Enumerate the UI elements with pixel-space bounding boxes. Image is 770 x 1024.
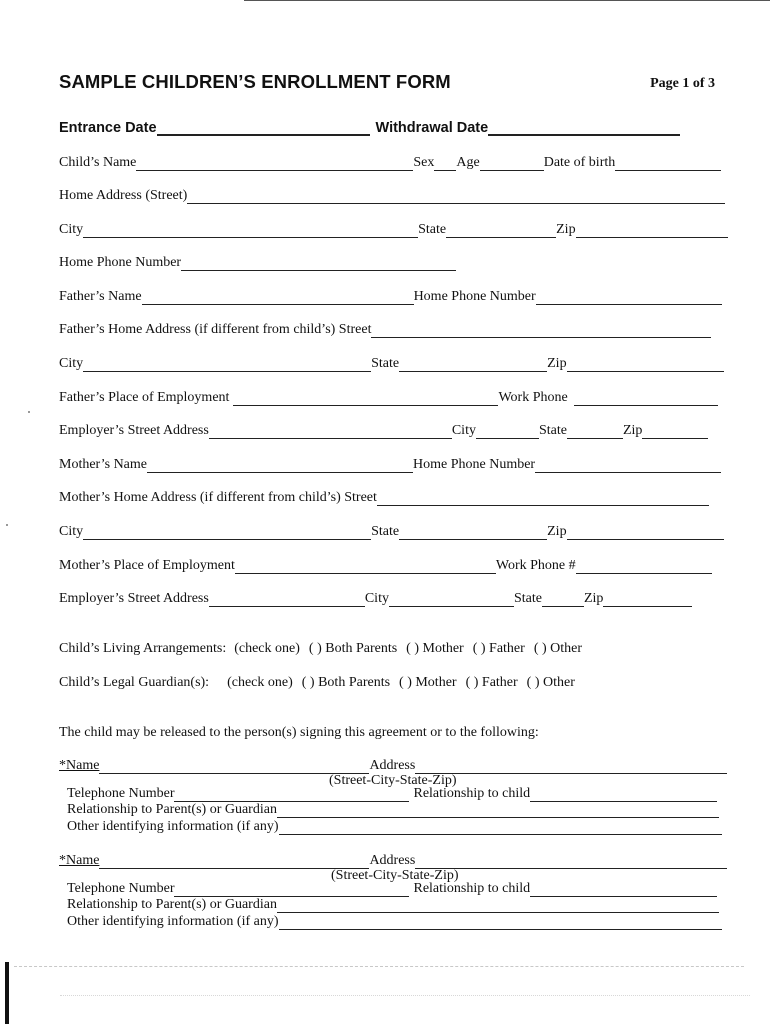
father-emp-city-field[interactable]: [476, 425, 539, 439]
father-emp-zip-field[interactable]: [642, 425, 708, 439]
contact-2-address-hint: (Street-City-State-Zip): [331, 868, 459, 883]
mother-zip-field[interactable]: [567, 526, 724, 540]
father-name-field[interactable]: [142, 291, 414, 305]
contact-1-other-field[interactable]: [279, 821, 722, 835]
father-emp-state-field[interactable]: [567, 425, 623, 439]
living-arrangements-label: Child’s Living Arrangements:: [59, 641, 227, 656]
father-employer-address-label: Employer’s Street Address: [59, 423, 209, 438]
father-address-row: [59, 322, 711, 338]
mother-employer-address-label: Employer’s Street Address: [59, 591, 209, 606]
contact-1-rel-parent-label: Relationship to Parent(s) or Guardian: [67, 802, 277, 817]
child-home-phone-label: Home Phone Number: [59, 255, 182, 270]
mother-employer-row: [59, 591, 692, 607]
father-work-phone-field[interactable]: [574, 392, 718, 406]
scan-edge-left: [5, 962, 9, 1024]
mother-name-label: Mother’s Name: [59, 457, 147, 472]
father-employment-row: [59, 390, 718, 406]
father-emp-zip-label: Zip: [622, 423, 643, 438]
mother-emp-state-field[interactable]: [542, 593, 584, 607]
mother-work-phone-field[interactable]: [576, 560, 712, 574]
mother-employment-label: Mother’s Place of Employment: [59, 558, 235, 573]
scan-artifact: [60, 995, 750, 996]
child-city-label: City: [59, 222, 84, 237]
contact-2-other-label: Other identifying information (if any): [67, 914, 279, 929]
mother-work-phone-label: Work Phone #: [495, 558, 576, 573]
contact-2-relationship-label: Relationship to child: [413, 881, 531, 896]
contact-1-phone-field[interactable]: [174, 788, 409, 802]
contact-1-phone-label: Telephone Number: [67, 786, 175, 801]
sex-field[interactable]: [434, 157, 456, 171]
father-city-field[interactable]: [83, 358, 371, 372]
living-option-mother[interactable]: ( ) Mother: [406, 641, 464, 656]
contact-1-name-field[interactable]: [99, 760, 369, 774]
contact-2-address-field[interactable]: [415, 855, 727, 869]
mother-emp-zip-field[interactable]: [603, 593, 692, 607]
father-state-label: State: [371, 356, 400, 371]
mother-emp-zip-label: Zip: [583, 591, 604, 606]
child-name-row: [59, 155, 721, 171]
contact-1-address-hint: (Street-City-State-Zip): [329, 773, 457, 788]
child-phone-row: [59, 255, 456, 271]
withdrawal-date-label: Withdrawal Date: [375, 120, 489, 136]
father-zip-label: Zip: [547, 356, 567, 371]
contact-1-phone-row: [67, 786, 717, 802]
contact-1-name-label: *Name: [59, 758, 100, 773]
child-state-label: State: [418, 222, 447, 237]
mother-address-row: [59, 490, 709, 506]
mother-address-field[interactable]: [377, 492, 709, 506]
contact-2-name-field[interactable]: [99, 855, 369, 869]
living-option-father[interactable]: ( ) Father: [472, 641, 525, 656]
contact-1-address-field[interactable]: [415, 760, 727, 774]
contact-2-other-row: [67, 914, 722, 930]
father-name-label: Father’s Name: [59, 289, 142, 304]
home-address-field[interactable]: [187, 190, 725, 204]
mother-emp-state-label: State: [513, 591, 542, 606]
living-option-other[interactable]: ( ) Other: [533, 641, 583, 656]
scan-speck: [6, 524, 8, 526]
contact-2-name-row: [59, 853, 727, 869]
withdrawal-date-field[interactable]: [488, 121, 680, 136]
father-address-field[interactable]: [371, 324, 711, 338]
contact-2-rel-parent-row: [67, 897, 719, 913]
release-statement: The child may be released to the person(s) signing this agreement or to the following:: [59, 725, 539, 740]
contact-1-rel-parent-row: [67, 802, 719, 818]
father-address-label: Father’s Home Address (if different from child’s) Street: [59, 322, 372, 337]
mother-emp-city-label: City: [364, 591, 389, 606]
legal-guardian-row: [59, 675, 575, 691]
mother-employment-row: [59, 558, 712, 574]
mother-home-phone-field[interactable]: [535, 459, 721, 473]
contact-2-address-label: Address: [369, 853, 416, 868]
father-emp-city-label: City: [451, 423, 476, 438]
contact-1-relationship-label: Relationship to child: [413, 786, 531, 801]
mother-employment-field[interactable]: [235, 560, 496, 574]
father-emp-state-label: State: [538, 423, 567, 438]
contact-2-name-label: *Name: [59, 853, 100, 868]
scan-speck: [28, 411, 30, 413]
contact-1-relationship-field[interactable]: [530, 788, 717, 802]
child-zip-label: Zip: [556, 222, 576, 237]
father-home-phone-field[interactable]: [536, 291, 722, 305]
contact-1-name-row: [59, 758, 727, 774]
legal-guardian-label: Child’s Legal Guardian(s):: [59, 675, 210, 690]
father-city-row: [59, 356, 724, 372]
guardian-option-other[interactable]: ( ) Other: [526, 675, 575, 690]
contact-1-rel-parent-field[interactable]: [277, 804, 719, 818]
mother-emp-city-field[interactable]: [389, 593, 514, 607]
mother-state-label: State: [371, 524, 400, 539]
page-number: Page 1 of 3: [650, 76, 715, 91]
guardian-check-one: (check one): [227, 675, 293, 690]
father-employment-field[interactable]: [233, 392, 498, 406]
mother-employer-address-field[interactable]: [209, 593, 365, 607]
contact-2-other-field[interactable]: [279, 916, 722, 930]
guardian-option-both-parents[interactable]: ( ) Both Parents: [301, 675, 391, 690]
guardian-option-mother[interactable]: ( ) Mother: [399, 675, 457, 690]
dob-field[interactable]: [615, 157, 721, 171]
mother-name-row: [59, 457, 721, 473]
contact-2-relationship-field[interactable]: [530, 883, 717, 897]
father-home-phone-label: Home Phone Number: [413, 289, 536, 304]
contact-2-phone-label: Telephone Number: [67, 881, 175, 896]
father-work-phone-label: Work Phone: [498, 390, 568, 405]
child-home-phone-field[interactable]: [181, 257, 456, 271]
contact-1-address-label: Address: [369, 758, 416, 773]
sex-label: Sex: [413, 155, 435, 170]
mother-name-field[interactable]: [147, 459, 413, 473]
child-state-field[interactable]: [446, 224, 556, 238]
age-label: Age: [456, 155, 480, 170]
child-zip-field[interactable]: [576, 224, 728, 238]
entrance-date-label: Entrance Date: [59, 120, 157, 136]
child-name-field[interactable]: [136, 157, 413, 171]
contact-2-rel-parent-label: Relationship to Parent(s) or Guardian: [67, 897, 277, 912]
contact-2-phone-field[interactable]: [174, 883, 409, 897]
dates-row: [59, 120, 680, 136]
scan-edge-top: [244, 0, 770, 1]
mother-home-phone-label: Home Phone Number: [413, 457, 536, 472]
father-employer-row: [59, 423, 708, 439]
living-check-one: (check one): [234, 641, 300, 656]
child-city-row: [59, 222, 728, 238]
father-name-row: [59, 289, 722, 305]
scan-artifact: [14, 966, 744, 967]
home-address-row: [59, 188, 725, 204]
dob-label: Date of birth: [543, 155, 616, 170]
father-city-label: City: [59, 356, 84, 371]
living-arrangements-row: [59, 641, 582, 657]
contact-2-rel-parent-field[interactable]: [277, 899, 719, 913]
living-option-both-parents[interactable]: ( ) Both Parents: [308, 641, 398, 656]
father-employment-label: Father’s Place of Employment: [59, 390, 230, 405]
contact-1-other-label: Other identifying information (if any): [67, 819, 279, 834]
father-zip-field[interactable]: [567, 358, 724, 372]
mother-city-label: City: [59, 524, 84, 539]
mother-state-field[interactable]: [399, 526, 547, 540]
mother-address-label: Mother’s Home Address (if different from child’s) Street: [59, 490, 377, 505]
child-city-field[interactable]: [83, 224, 418, 238]
guardian-option-father[interactable]: ( ) Father: [465, 675, 518, 690]
mother-zip-label: Zip: [547, 524, 567, 539]
contact-2-phone-row: [67, 881, 717, 897]
form-title: SAMPLE CHILDREN’S ENROLLMENT FORM: [59, 71, 451, 92]
mother-city-field[interactable]: [83, 526, 371, 540]
father-state-field[interactable]: [399, 358, 547, 372]
home-address-label: Home Address (Street): [59, 188, 188, 203]
entrance-date-field[interactable]: [157, 121, 370, 136]
father-employer-address-field[interactable]: [209, 425, 452, 439]
child-name-label: Child’s Name: [59, 155, 137, 170]
contact-1-other-row: [67, 819, 722, 835]
mother-city-row: [59, 524, 724, 540]
age-field[interactable]: [480, 157, 544, 171]
